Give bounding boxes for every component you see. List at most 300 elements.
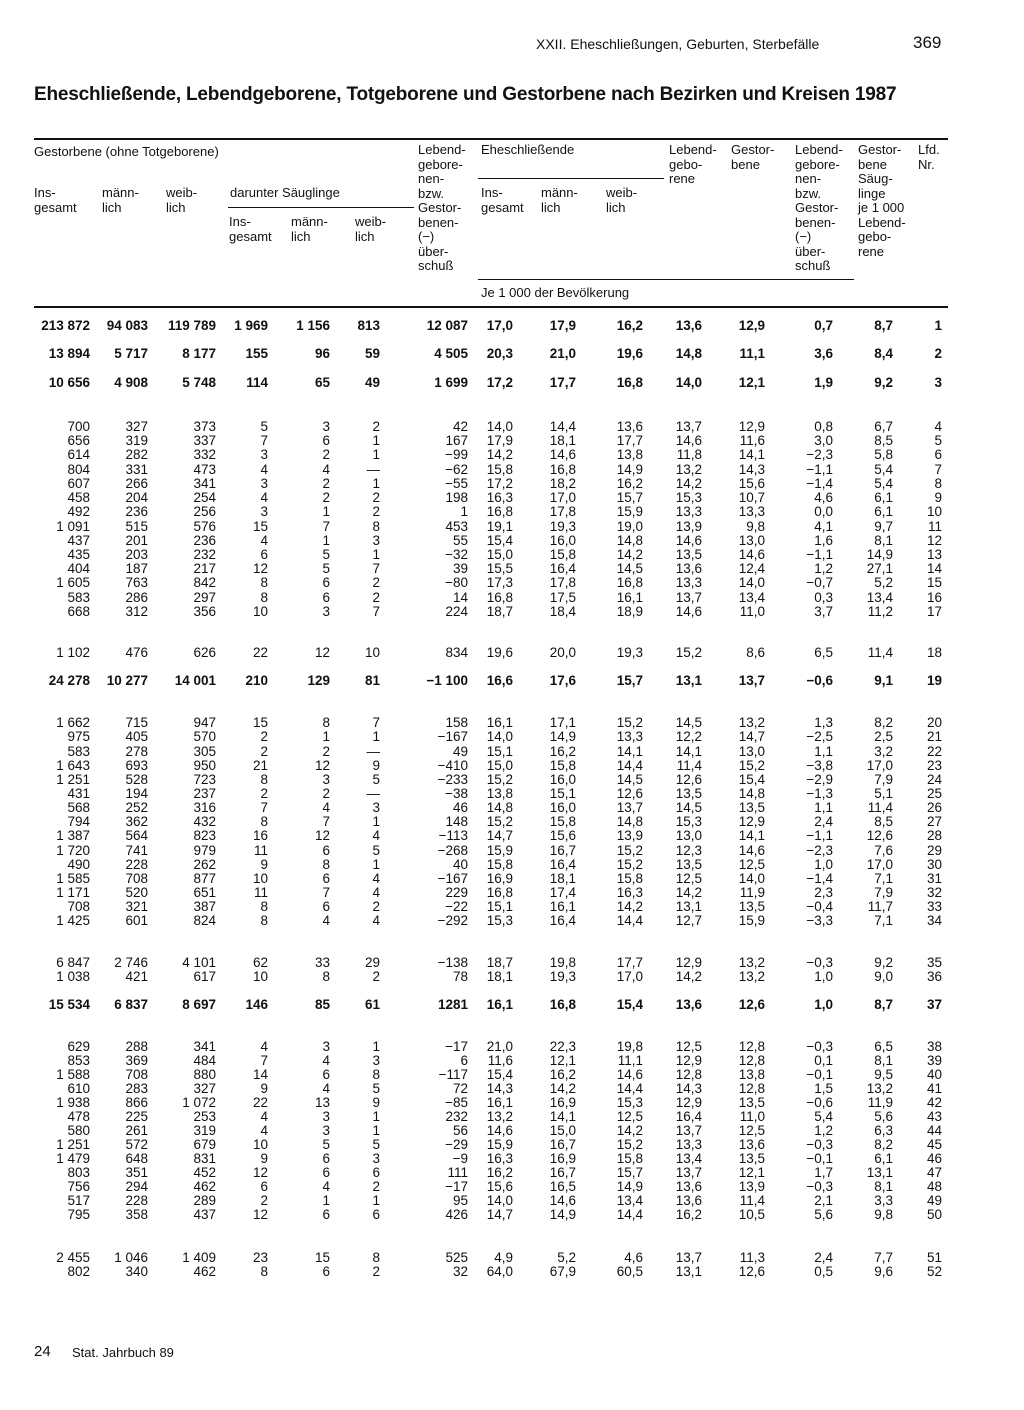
cell-ehe-insgesamt: 15,9 — [486, 843, 513, 858]
cell-ueberschuss: 167 — [445, 433, 468, 448]
table-row — [0, 716, 1024, 730]
cell-gestorbene: 14,3 — [738, 462, 765, 477]
cell-ueberschuss: 78 — [452, 969, 468, 984]
cell-saeugl-weiblich: 61 — [364, 997, 380, 1012]
cell-ueberschuss: −17 — [445, 1179, 468, 1194]
table-row — [0, 872, 1024, 886]
cell-ehe-maennlich: 20,0 — [549, 645, 576, 660]
table-row — [0, 773, 1024, 787]
cell-lfd-nr: 51 — [926, 1250, 942, 1265]
cell-saeugl-insgesamt: 155 — [245, 346, 268, 361]
footer-source: Stat. Jahrbuch 89 — [72, 1345, 174, 1360]
cell-ehe-weiblich: 14,2 — [616, 547, 643, 562]
cell-saeugl-insgesamt: 6 — [260, 547, 268, 562]
cell-lebendgeborene: 13,7 — [675, 419, 702, 434]
cell-saeuglingssterblichkeit: 11,9 — [867, 1095, 893, 1110]
cell-lfd-nr: 24 — [926, 772, 942, 787]
table-row — [0, 562, 1024, 576]
cell-ehe-weiblich: 15,8 — [616, 871, 643, 886]
cell-ueberschuss: 834 — [445, 645, 468, 660]
cell-saeugl-maennlich: 8 — [322, 969, 330, 984]
cell-insgesamt: 404 — [67, 561, 90, 576]
cell-ueberschuss-rate: 1,2 — [814, 561, 833, 576]
cell-ehe-maennlich: 19,3 — [549, 519, 576, 534]
cell-saeuglingssterblichkeit: 8,7 — [874, 318, 893, 333]
header-saeugl-maennlich: männ- lich — [291, 214, 328, 244]
cell-ehe-insgesamt: 16,8 — [486, 885, 513, 900]
table-row — [0, 434, 1024, 448]
cell-insgesamt: 1 251 — [56, 1137, 90, 1152]
cell-insgesamt: 492 — [67, 504, 90, 519]
cell-weiblich: 8 697 — [182, 997, 216, 1012]
cell-ehe-insgesamt: 15,5 — [486, 561, 513, 576]
cell-lfd-nr: 3 — [934, 375, 942, 390]
header-darunter-saeuglinge: darunter Säuglinge — [230, 185, 340, 200]
table-row — [0, 1082, 1024, 1096]
table-row — [0, 1265, 1024, 1279]
cell-saeugl-weiblich: 1 — [372, 729, 380, 744]
cell-ehe-maennlich: 15,8 — [549, 758, 576, 773]
cell-ueberschuss: −38 — [445, 786, 468, 801]
cell-lebendgeborene: 14,6 — [675, 433, 702, 448]
cell-saeugl-maennlich: 5 — [322, 547, 330, 562]
table-row — [0, 787, 1024, 801]
cell-ehe-insgesamt: 15,4 — [486, 533, 513, 548]
cell-saeugl-maennlich: 33 — [314, 955, 330, 970]
cell-weiblich: 217 — [193, 561, 216, 576]
cell-ehe-maennlich: 21,0 — [549, 346, 576, 361]
cell-saeugl-insgesamt: 8 — [260, 1264, 268, 1279]
cell-ehe-maennlich: 17,7 — [549, 375, 576, 390]
cell-insgesamt: 2 455 — [56, 1250, 90, 1265]
cell-saeugl-insgesamt: 8 — [260, 772, 268, 787]
cell-saeugl-weiblich: 10 — [364, 645, 380, 660]
cell-ehe-insgesamt: 14,3 — [486, 1081, 513, 1096]
cell-maennlich: 515 — [125, 519, 148, 534]
cell-lfd-nr: 27 — [926, 814, 942, 829]
cell-ueberschuss: 40 — [452, 857, 468, 872]
cell-lebendgeborene: 13,0 — [675, 828, 702, 843]
cell-ueberschuss-rate: −0,6 — [806, 1095, 833, 1110]
cell-gestorbene: 12,9 — [738, 318, 765, 333]
cell-maennlich: 228 — [125, 1193, 148, 1208]
cell-ueberschuss: −9 — [452, 1151, 468, 1166]
cell-insgesamt: 1 588 — [56, 1067, 90, 1082]
table-row — [0, 319, 1024, 333]
cell-insgesamt: 15 534 — [48, 997, 90, 1012]
cell-ehe-insgesamt: 16,6 — [486, 673, 513, 688]
cell-saeuglingssterblichkeit: 8,5 — [874, 814, 893, 829]
cell-lfd-nr: 11 — [927, 519, 942, 534]
cell-ehe-maennlich: 15,8 — [549, 547, 576, 562]
cell-saeugl-insgesamt: 8 — [260, 899, 268, 914]
cell-maennlich: 203 — [125, 547, 148, 562]
cell-ueberschuss-rate: −0,7 — [806, 575, 833, 590]
cell-maennlich: 1 046 — [114, 1250, 148, 1265]
cell-ehe-insgesamt: 64,0 — [486, 1264, 513, 1279]
cell-ueberschuss-rate: 3,0 — [814, 433, 833, 448]
cell-lebendgeborene: 13,3 — [675, 504, 702, 519]
cell-lfd-nr: 35 — [926, 955, 942, 970]
cell-ehe-maennlich: 17,9 — [549, 318, 576, 333]
cell-maennlich: 204 — [125, 490, 148, 505]
cell-lebendgeborene: 14,3 — [675, 1081, 702, 1096]
cell-saeugl-insgesamt: 4 — [260, 533, 268, 548]
table-row — [0, 448, 1024, 462]
cell-ueberschuss: 148 — [445, 814, 468, 829]
cell-lfd-nr: 21 — [926, 729, 942, 744]
cell-saeugl-insgesamt: 210 — [245, 673, 268, 688]
cell-gestorbene: 12,8 — [738, 1039, 765, 1054]
table-row — [0, 1096, 1024, 1110]
cell-saeuglingssterblichkeit: 8,4 — [874, 346, 893, 361]
table-row — [0, 900, 1024, 914]
table-row — [0, 844, 1024, 858]
cell-ueberschuss-rate: 4,6 — [814, 490, 833, 505]
cell-saeugl-maennlich: 6 — [322, 590, 330, 605]
cell-ehe-maennlich: 16,2 — [549, 744, 576, 759]
cell-ehe-weiblich: 15,2 — [616, 1137, 643, 1152]
cell-weiblich: 947 — [193, 715, 216, 730]
cell-maennlich: 266 — [125, 476, 148, 491]
cell-lebendgeborene: 13,1 — [675, 673, 702, 688]
cell-lfd-nr: 40 — [926, 1067, 942, 1082]
cell-saeugl-insgesamt: 14 — [252, 1067, 268, 1082]
cell-ehe-insgesamt: 15,8 — [486, 857, 513, 872]
cell-saeuglingssterblichkeit: 8,1 — [874, 1179, 893, 1194]
cell-saeugl-insgesamt: 4 — [260, 1039, 268, 1054]
cell-ehe-insgesamt: 20,3 — [486, 346, 513, 361]
cell-maennlich: 228 — [125, 857, 148, 872]
cell-saeugl-insgesamt: 16 — [252, 828, 268, 843]
cell-lfd-nr: 8 — [934, 476, 942, 491]
cell-weiblich: 576 — [193, 519, 216, 534]
cell-saeuglingssterblichkeit: 8,2 — [874, 1137, 893, 1152]
cell-gestorbene: 14,1 — [738, 828, 765, 843]
cell-ehe-insgesamt: 17,2 — [486, 375, 513, 390]
cell-gestorbene: 13,5 — [738, 899, 765, 914]
cell-ueberschuss: 12 087 — [426, 318, 468, 333]
cell-lebendgeborene: 13,6 — [675, 1179, 702, 1194]
cell-weiblich: 473 — [193, 462, 216, 477]
cell-saeugl-maennlich: 8 — [322, 715, 330, 730]
cell-saeuglingssterblichkeit: 9,5 — [874, 1067, 893, 1082]
cell-ehe-maennlich: 15,1 — [549, 786, 576, 801]
cell-gestorbene: 12,6 — [738, 997, 765, 1012]
cell-saeuglingssterblichkeit: 17,0 — [866, 857, 893, 872]
cell-ehe-insgesamt: 11,6 — [487, 1053, 513, 1068]
cell-saeugl-insgesamt: 7 — [260, 1053, 268, 1068]
table-row — [0, 1194, 1024, 1208]
cell-insgesamt: 10 656 — [48, 375, 90, 390]
cell-lebendgeborene: 12,3 — [675, 843, 702, 858]
cell-ehe-weiblich: 15,2 — [616, 857, 643, 872]
cell-maennlich: 283 — [125, 1081, 148, 1096]
cell-saeugl-maennlich: 5 — [322, 561, 330, 576]
cell-saeuglingssterblichkeit: 3,3 — [874, 1193, 893, 1208]
cell-lfd-nr: 6 — [934, 447, 942, 462]
cell-gestorbene: 15,2 — [738, 758, 765, 773]
cell-weiblich: 337 — [193, 433, 216, 448]
cell-saeugl-weiblich: 1 — [372, 433, 380, 448]
table-row — [0, 1166, 1024, 1180]
cell-ehe-insgesamt: 15,4 — [486, 1067, 513, 1082]
cell-lfd-nr: 29 — [926, 843, 942, 858]
cell-ueberschuss-rate: 1,3 — [814, 715, 833, 730]
cell-ehe-maennlich: 16,7 — [549, 843, 576, 858]
cell-ueberschuss-rate: 1,2 — [814, 1123, 833, 1138]
cell-weiblich: 880 — [193, 1067, 216, 1082]
cell-ueberschuss-rate: 1,1 — [814, 800, 833, 815]
cell-maennlich: 278 — [125, 744, 148, 759]
table-row — [0, 463, 1024, 477]
cell-weiblich: 356 — [193, 604, 216, 619]
cell-ueberschuss-rate: 0,0 — [814, 504, 833, 519]
cell-gestorbene: 12,9 — [738, 419, 765, 434]
cell-weiblich: 432 — [193, 814, 216, 829]
cell-lfd-nr: 34 — [926, 913, 942, 928]
cell-ehe-weiblich: 17,0 — [616, 969, 643, 984]
cell-saeugl-weiblich: 9 — [372, 758, 380, 773]
cell-weiblich: 1 072 — [182, 1095, 216, 1110]
cell-lfd-nr: 45 — [926, 1137, 942, 1152]
cell-ueberschuss-rate: 1,0 — [814, 857, 833, 872]
cell-ueberschuss: −99 — [445, 447, 468, 462]
cell-insgesamt: 1 038 — [56, 969, 90, 984]
cell-insgesamt: 1 102 — [56, 645, 90, 660]
cell-saeugl-insgesamt: 4 — [260, 1123, 268, 1138]
cell-lebendgeborene: 15,3 — [675, 814, 702, 829]
cell-ehe-weiblich: 14,2 — [616, 1123, 643, 1138]
header-rule-darunter — [228, 207, 414, 208]
cell-ueberschuss: 1281 — [437, 997, 468, 1012]
cell-saeuglingssterblichkeit: 11,4 — [867, 645, 893, 660]
table-row — [0, 491, 1024, 505]
cell-saeugl-weiblich: 59 — [364, 346, 380, 361]
cell-weiblich: 373 — [193, 419, 216, 434]
cell-ehe-weiblich: 17,7 — [616, 955, 643, 970]
header-weiblich: weib- lich — [166, 185, 198, 215]
cell-lebendgeborene: 13,5 — [675, 786, 702, 801]
cell-lebendgeborene: 14,5 — [675, 800, 702, 815]
cell-saeugl-maennlich: 2 — [322, 744, 330, 759]
cell-ueberschuss: −113 — [438, 828, 468, 843]
cell-saeuglingssterblichkeit: 9,8 — [874, 1207, 893, 1222]
cell-saeuglingssterblichkeit: 9,0 — [874, 969, 893, 984]
cell-saeuglingssterblichkeit: 27,1 — [866, 561, 893, 576]
header-ehe-maennlich: männ- lich — [541, 185, 578, 215]
table-row — [0, 1040, 1024, 1054]
header-je-1000: Je 1 000 der Bevölkerung — [481, 285, 630, 300]
cell-maennlich: 405 — [125, 729, 148, 744]
cell-maennlich: 261 — [125, 1123, 148, 1138]
cell-saeuglingssterblichkeit: 8,1 — [874, 1053, 893, 1068]
cell-gestorbene: 13,0 — [738, 533, 765, 548]
cell-ehe-insgesamt: 13,2 — [486, 1109, 513, 1124]
cell-insgesamt: 568 — [67, 800, 90, 815]
cell-ueberschuss-rate: −1,4 — [806, 476, 833, 491]
cell-ehe-insgesamt: 15,2 — [486, 814, 513, 829]
table-row — [0, 646, 1024, 660]
cell-maennlich: 358 — [125, 1207, 148, 1222]
cell-saeugl-maennlich: 1 — [322, 533, 330, 548]
cell-ueberschuss-rate: −0,3 — [806, 1039, 833, 1054]
cell-ueberschuss: −117 — [438, 1067, 468, 1082]
cell-ehe-maennlich: 18,1 — [549, 871, 576, 886]
cell-saeuglingssterblichkeit: 9,2 — [874, 955, 893, 970]
cell-lebendgeborene: 13,5 — [675, 857, 702, 872]
cell-gestorbene: 13,2 — [738, 715, 765, 730]
cell-ueberschuss: −32 — [445, 547, 468, 562]
cell-lfd-nr: 49 — [926, 1193, 942, 1208]
cell-saeugl-weiblich: 2 — [372, 969, 380, 984]
cell-saeuglingssterblichkeit: 9,7 — [874, 519, 893, 534]
cell-saeuglingssterblichkeit: 13,4 — [866, 590, 893, 605]
cell-lebendgeborene: 16,2 — [675, 1207, 702, 1222]
cell-maennlich: 866 — [125, 1095, 148, 1110]
cell-ehe-insgesamt: 19,6 — [486, 645, 513, 660]
cell-ueberschuss-rate: 1,6 — [814, 533, 833, 548]
cell-saeugl-weiblich: 2 — [372, 575, 380, 590]
cell-ueberschuss: −233 — [437, 772, 468, 787]
cell-gestorbene: 13,5 — [738, 1151, 765, 1166]
cell-ehe-insgesamt: 15,0 — [486, 758, 513, 773]
cell-ehe-weiblich: 17,7 — [616, 433, 643, 448]
cell-saeuglingssterblichkeit: 5,8 — [874, 447, 893, 462]
cell-saeugl-insgesamt: 11 — [253, 843, 268, 858]
cell-gestorbene: 12,4 — [738, 561, 765, 576]
cell-ehe-weiblich: 16,2 — [616, 476, 643, 491]
cell-saeugl-weiblich: 2 — [372, 490, 380, 505]
cell-lfd-nr: 2 — [934, 346, 942, 361]
cell-saeuglingssterblichkeit: 5,6 — [874, 1109, 893, 1124]
cell-saeugl-insgesamt: 8 — [260, 575, 268, 590]
cell-ehe-weiblich: 16,3 — [616, 885, 643, 900]
cell-ehe-maennlich: 17,1 — [549, 715, 576, 730]
cell-gestorbene: 14,1 — [738, 447, 765, 462]
cell-ehe-insgesamt: 14,0 — [486, 419, 513, 434]
cell-saeugl-weiblich: 2 — [372, 504, 380, 519]
cell-weiblich: 679 — [193, 1137, 216, 1152]
cell-ehe-weiblich: 12,5 — [616, 1109, 643, 1124]
cell-weiblich: 387 — [193, 899, 216, 914]
cell-lfd-nr: 39 — [926, 1053, 942, 1068]
cell-gestorbene: 11,3 — [739, 1250, 765, 1265]
cell-saeuglingssterblichkeit: 17,0 — [866, 758, 893, 773]
cell-saeuglingssterblichkeit: 5,2 — [874, 575, 893, 590]
footer-page-number: 24 — [34, 1343, 51, 1360]
cell-ehe-weiblich: 19,6 — [616, 346, 643, 361]
cell-saeuglingssterblichkeit: 8,2 — [874, 715, 893, 730]
cell-gestorbene: 14,6 — [738, 843, 765, 858]
cell-lfd-nr: 17 — [926, 604, 942, 619]
cell-insgesamt: 1 720 — [56, 843, 90, 858]
table-row — [0, 956, 1024, 970]
cell-saeugl-insgesamt: 3 — [260, 504, 268, 519]
cell-saeugl-maennlich: 6 — [322, 575, 330, 590]
cell-ehe-maennlich: 19,3 — [549, 969, 576, 984]
cell-ehe-insgesamt: 16,3 — [486, 1151, 513, 1166]
cell-ueberschuss: 111 — [447, 1165, 468, 1180]
header-rule-ehe — [478, 178, 664, 179]
cell-insgesamt: 13 894 — [48, 346, 90, 361]
cell-saeugl-maennlich: 7 — [322, 885, 330, 900]
cell-ueberschuss: 1 — [460, 504, 468, 519]
cell-saeugl-insgesamt: 15 — [252, 715, 268, 730]
cell-maennlich: 340 — [125, 1264, 148, 1279]
cell-ehe-weiblich: 14,2 — [616, 899, 643, 914]
cell-saeugl-maennlich: 1 — [322, 504, 330, 519]
cell-maennlich: 319 — [125, 433, 148, 448]
cell-ueberschuss-rate: 1,0 — [814, 997, 833, 1012]
cell-lfd-nr: 9 — [934, 490, 942, 505]
cell-saeuglingssterblichkeit: 13,2 — [866, 1081, 893, 1096]
cell-lfd-nr: 5 — [934, 433, 942, 448]
cell-saeugl-weiblich: 6 — [372, 1165, 380, 1180]
cell-saeugl-weiblich: 3 — [372, 1151, 380, 1166]
cell-saeugl-weiblich: 1 — [372, 1123, 380, 1138]
cell-gestorbene: 11,6 — [739, 433, 765, 448]
table-row — [0, 520, 1024, 534]
cell-gestorbene: 14,0 — [738, 871, 765, 886]
cell-ehe-weiblich: 15,3 — [616, 1095, 643, 1110]
cell-insgesamt: 1 585 — [56, 871, 90, 886]
cell-insgesamt: 431 — [67, 786, 90, 801]
cell-saeugl-insgesamt: 8 — [260, 814, 268, 829]
cell-saeugl-weiblich: 5 — [372, 772, 380, 787]
cell-ueberschuss: 72 — [452, 1081, 468, 1096]
cell-ehe-weiblich: 16,8 — [616, 575, 643, 590]
cell-ehe-maennlich: 15,0 — [549, 1123, 576, 1138]
cell-ehe-insgesamt: 17,3 — [486, 575, 513, 590]
table-row — [0, 1110, 1024, 1124]
cell-weiblich: 437 — [193, 1207, 216, 1222]
cell-saeugl-maennlich: 2 — [322, 447, 330, 462]
cell-lfd-nr: 12 — [926, 533, 942, 548]
cell-insgesamt: 517 — [67, 1193, 90, 1208]
cell-saeugl-insgesamt: 21 — [252, 758, 268, 773]
cell-lfd-nr: 28 — [926, 828, 942, 843]
cell-ehe-weiblich: 16,2 — [616, 318, 643, 333]
cell-gestorbene: 15,4 — [738, 772, 765, 787]
cell-saeuglingssterblichkeit: 7,1 — [874, 871, 893, 886]
cell-ueberschuss: −138 — [437, 955, 468, 970]
table-row — [0, 998, 1024, 1012]
cell-saeuglingssterblichkeit: 13,1 — [866, 1165, 893, 1180]
cell-ueberschuss-rate: −3,3 — [806, 913, 833, 928]
cell-ehe-weiblich: 16,1 — [616, 590, 643, 605]
cell-lfd-nr: 13 — [926, 547, 942, 562]
cell-insgesamt: 700 — [67, 419, 90, 434]
cell-lfd-nr: 33 — [926, 899, 942, 914]
cell-ueberschuss: 224 — [445, 604, 468, 619]
cell-ehe-insgesamt: 15,8 — [486, 462, 513, 477]
cell-ehe-insgesamt: 17,9 — [486, 433, 513, 448]
cell-lebendgeborene: 13,6 — [675, 561, 702, 576]
table-row — [0, 605, 1024, 619]
cell-ehe-maennlich: 16,8 — [549, 997, 576, 1012]
cell-saeuglingssterblichkeit: 6,3 — [874, 1123, 893, 1138]
cell-ehe-weiblich: 13,9 — [616, 828, 643, 843]
cell-saeugl-weiblich: 5 — [372, 1081, 380, 1096]
cell-saeugl-maennlich: 4 — [322, 1179, 330, 1194]
cell-saeuglingssterblichkeit: 3,2 — [874, 744, 893, 759]
cell-ehe-weiblich: 15,7 — [616, 490, 643, 505]
cell-maennlich: 321 — [125, 899, 148, 914]
cell-ehe-insgesamt: 17,0 — [486, 318, 513, 333]
cell-saeugl-insgesamt: 8 — [260, 590, 268, 605]
cell-saeugl-maennlich: 3 — [322, 1109, 330, 1124]
